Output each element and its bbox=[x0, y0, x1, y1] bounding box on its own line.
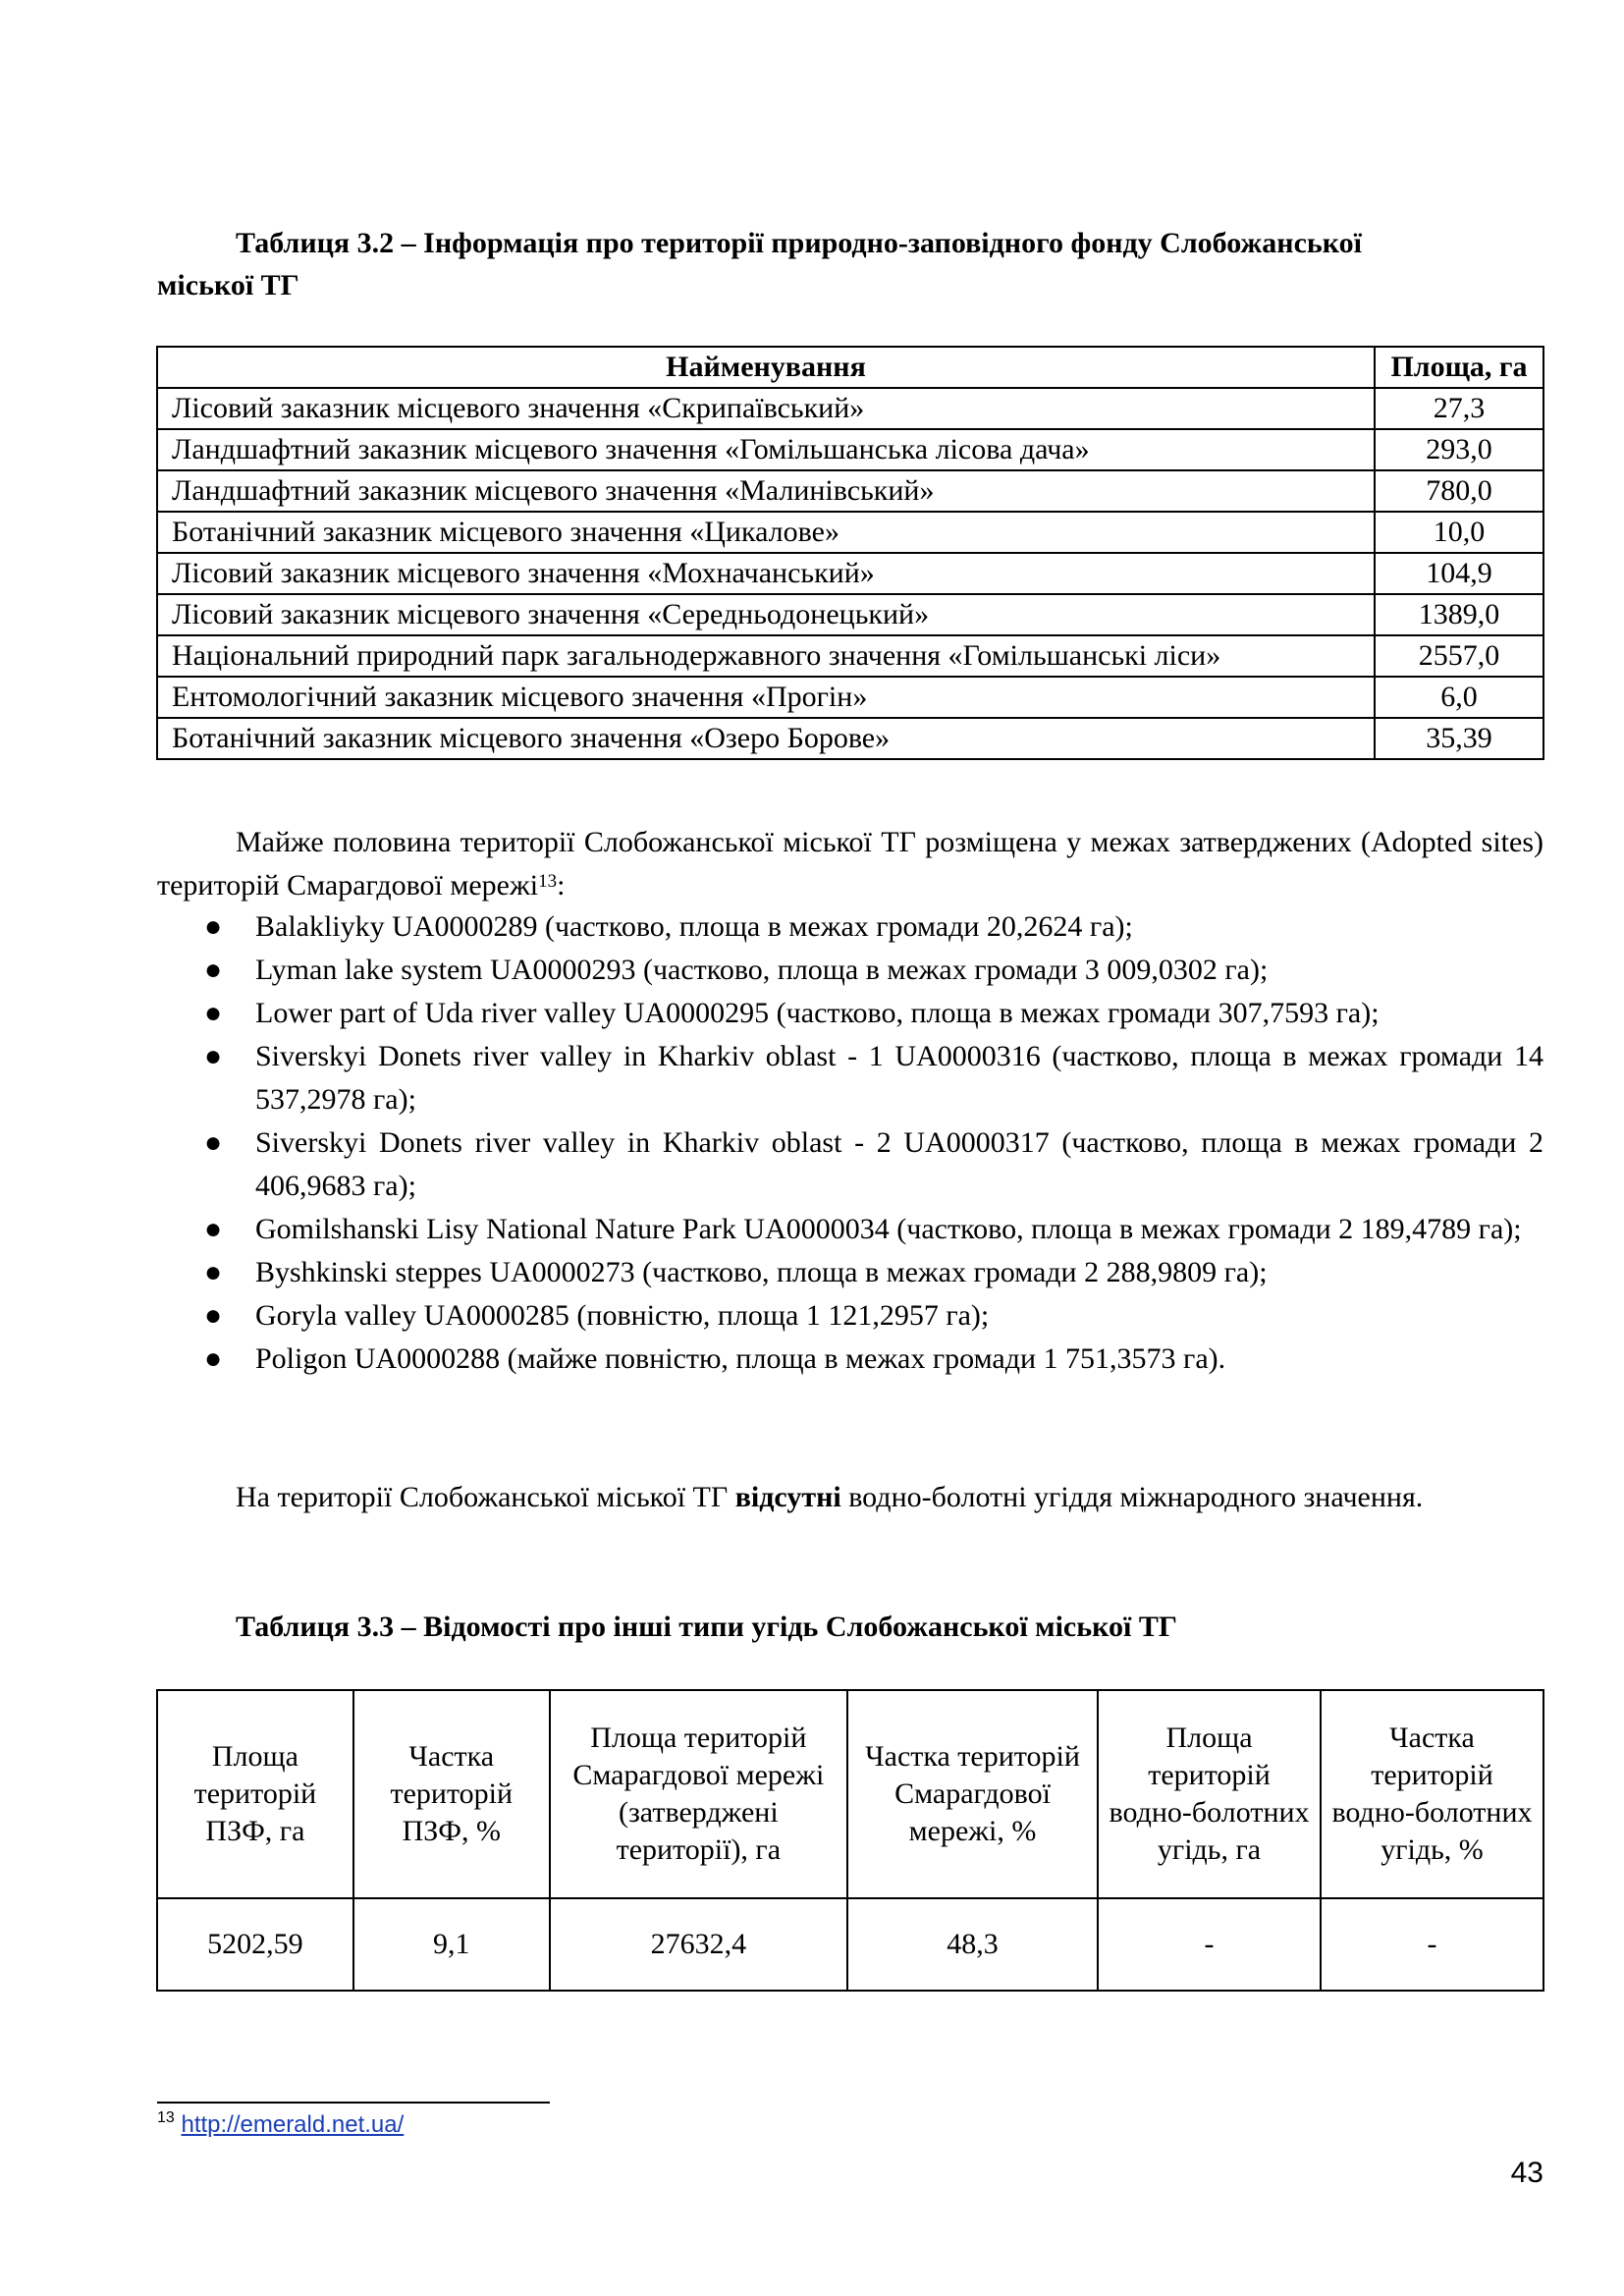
table-row bbox=[157, 553, 1543, 594]
table-row bbox=[157, 718, 1543, 759]
cell-name: Лісовий заказник місцевого значення «Середньодонецький» bbox=[157, 594, 1375, 635]
table-row bbox=[157, 1898, 1543, 1991]
list-item-text: Byshkinski steppes UA0000273 (частково, площа в межах громади 2 288,9809 га); bbox=[255, 1256, 1268, 1288]
paragraph-bold: відсутні bbox=[734, 1481, 841, 1513]
value-cell: 48,3 bbox=[847, 1898, 1098, 1991]
emerald-sites-list bbox=[157, 905, 1543, 1381]
emerald-network-paragraph bbox=[157, 821, 1543, 907]
header-cell: Площа територій Смарагдової мережі (затверджені території), га bbox=[550, 1690, 847, 1898]
table-3-3 bbox=[156, 1689, 1544, 1992]
footnote-divider bbox=[157, 2102, 550, 2104]
bullet-icon: ● bbox=[204, 910, 223, 943]
table-row bbox=[157, 594, 1543, 635]
cell-name: Лісовий заказник місцевого значення «Скрипаївський» bbox=[157, 388, 1375, 429]
list-item-text: Lyman lake system UA0000293 (частково, площа в межах громади 3 009,0302 га); bbox=[255, 954, 1269, 986]
cell-area: 104,9 bbox=[1375, 553, 1543, 594]
list-item bbox=[157, 905, 1543, 949]
list-item-text: Siverskyi Donets river valley in Kharkiv oblast - 2 UA0000317 (частково, площа в межах громади 2 406,9683 га); bbox=[255, 1126, 1543, 1202]
bullet-icon: ● bbox=[204, 1342, 223, 1375]
table-header-row bbox=[157, 1690, 1543, 1898]
cell-area: 6,0 bbox=[1375, 677, 1543, 718]
table-header-row bbox=[157, 347, 1543, 388]
footnote bbox=[157, 2111, 404, 2139]
table-row bbox=[157, 635, 1543, 677]
page-number: 43 bbox=[1510, 2157, 1543, 2189]
bullet-icon: ● bbox=[204, 1040, 223, 1072]
list-item bbox=[157, 949, 1543, 992]
list-item-text: Balakliyky UA0000289 (частково, площа в межах громади 20,2624 га); bbox=[255, 910, 1133, 943]
caption-line-2: міської ТГ bbox=[157, 269, 299, 301]
cell-area: 780,0 bbox=[1375, 470, 1543, 512]
paragraph-tail: : bbox=[557, 869, 566, 902]
bullet-icon: ● bbox=[204, 954, 223, 986]
table-3-3-caption: Таблиця 3.3 – Відомості про інші типи угідь Слобожанської міської ТГ bbox=[236, 1611, 1177, 1643]
footnote-ref[interactable]: 13 bbox=[538, 871, 558, 892]
cell-name: Ентомологічний заказник місцевого значення «Прогін» bbox=[157, 677, 1375, 718]
footnote-number: 13 bbox=[157, 2109, 175, 2126]
list-item-text: Gomilshanski Lisy National Nature Park UA0000034 (частково, площа в межах громади 2 189,4789 га); bbox=[255, 1213, 1522, 1245]
list-item bbox=[157, 1338, 1543, 1381]
cell-name: Ботанічний заказник місцевого значення «Цикалове» bbox=[157, 512, 1375, 553]
cell-area: 35,39 bbox=[1375, 718, 1543, 759]
header-cell: Площа територій ПЗФ, га bbox=[157, 1690, 353, 1898]
header-name: Найменування bbox=[157, 347, 1375, 388]
cell-area: 2557,0 bbox=[1375, 635, 1543, 677]
wetlands-paragraph bbox=[157, 1476, 1543, 1519]
table-3-2-caption bbox=[157, 222, 1543, 306]
value-cell: 9,1 bbox=[353, 1898, 550, 1991]
cell-name: Ландшафтний заказник місцевого значення «Малинівський» bbox=[157, 470, 1375, 512]
cell-area: 10,0 bbox=[1375, 512, 1543, 553]
bullet-icon: ● bbox=[204, 997, 223, 1029]
list-item bbox=[157, 1121, 1543, 1208]
table-row bbox=[157, 677, 1543, 718]
table-row bbox=[157, 512, 1543, 553]
footnote-link[interactable]: http://emerald.net.ua/ bbox=[181, 2111, 405, 2138]
bullet-icon: ● bbox=[204, 1126, 223, 1159]
list-item bbox=[157, 992, 1543, 1035]
paragraph-text: Майже половина території Слобожанської міської ТГ розміщена у межах затверджених (Adopted sites) територій Смарагдової мережі bbox=[157, 826, 1543, 902]
table-row bbox=[157, 388, 1543, 429]
paragraph-text: На території Слобожанської міської ТГ bbox=[236, 1481, 735, 1513]
cell-name: Національний природний парк загальнодержавного значення «Гомільшанські ліси» bbox=[157, 635, 1375, 677]
cell-area: 293,0 bbox=[1375, 429, 1543, 470]
header-cell: Частка територій Смарагдової мережі, % bbox=[847, 1690, 1098, 1898]
caption-line-1: Таблиця 3.2 – Інформація про території природно-заповідного фонду Слобожанської bbox=[236, 227, 1362, 259]
list-item-text: Siverskyi Donets river valley in Kharkiv oblast - 1 UA0000316 (частково, площа в межах громади 14 537,2978 га); bbox=[255, 1040, 1543, 1116]
table-3-2 bbox=[156, 346, 1544, 760]
list-item bbox=[157, 1208, 1543, 1251]
list-item bbox=[157, 1251, 1543, 1294]
cell-area: 27,3 bbox=[1375, 388, 1543, 429]
table-row bbox=[157, 429, 1543, 470]
value-cell: - bbox=[1098, 1898, 1321, 1991]
cell-name: Ботанічний заказник місцевого значення «Озеро Борове» bbox=[157, 718, 1375, 759]
header-area: Площа, га bbox=[1375, 347, 1543, 388]
value-cell: - bbox=[1321, 1898, 1543, 1991]
list-item bbox=[157, 1294, 1543, 1338]
cell-name: Лісовий заказник місцевого значення «Мохначанський» bbox=[157, 553, 1375, 594]
list-item-text: Lower part of Uda river valley UA0000295 (частково, площа в межах громади 307,7593 га); bbox=[255, 997, 1380, 1029]
bullet-icon: ● bbox=[204, 1213, 223, 1245]
value-cell: 27632,4 bbox=[550, 1898, 847, 1991]
paragraph-text-end: водно-болотні угіддя міжнародного значення. bbox=[840, 1481, 1424, 1513]
list-item-text: Poligon UA0000288 (майже повністю, площа в межах громади 1 751,3573 га). bbox=[255, 1342, 1226, 1375]
header-cell: Частка територій ПЗФ, % bbox=[353, 1690, 550, 1898]
cell-area: 1389,0 bbox=[1375, 594, 1543, 635]
list-item-text: Goryla valley UA0000285 (повністю, площа 1 121,2957 га); bbox=[255, 1299, 990, 1332]
value-cell: 5202,59 bbox=[157, 1898, 353, 1991]
header-cell: Площа територій водно-болотних угідь, га bbox=[1098, 1690, 1321, 1898]
cell-name: Ландшафтний заказник місцевого значення «Гомільшанська лісова дача» bbox=[157, 429, 1375, 470]
list-item bbox=[157, 1035, 1543, 1121]
header-cell: Частка територій водно-болотних угідь, % bbox=[1321, 1690, 1543, 1898]
table-row bbox=[157, 470, 1543, 512]
bullet-icon: ● bbox=[204, 1256, 223, 1288]
bullet-icon: ● bbox=[204, 1299, 223, 1332]
